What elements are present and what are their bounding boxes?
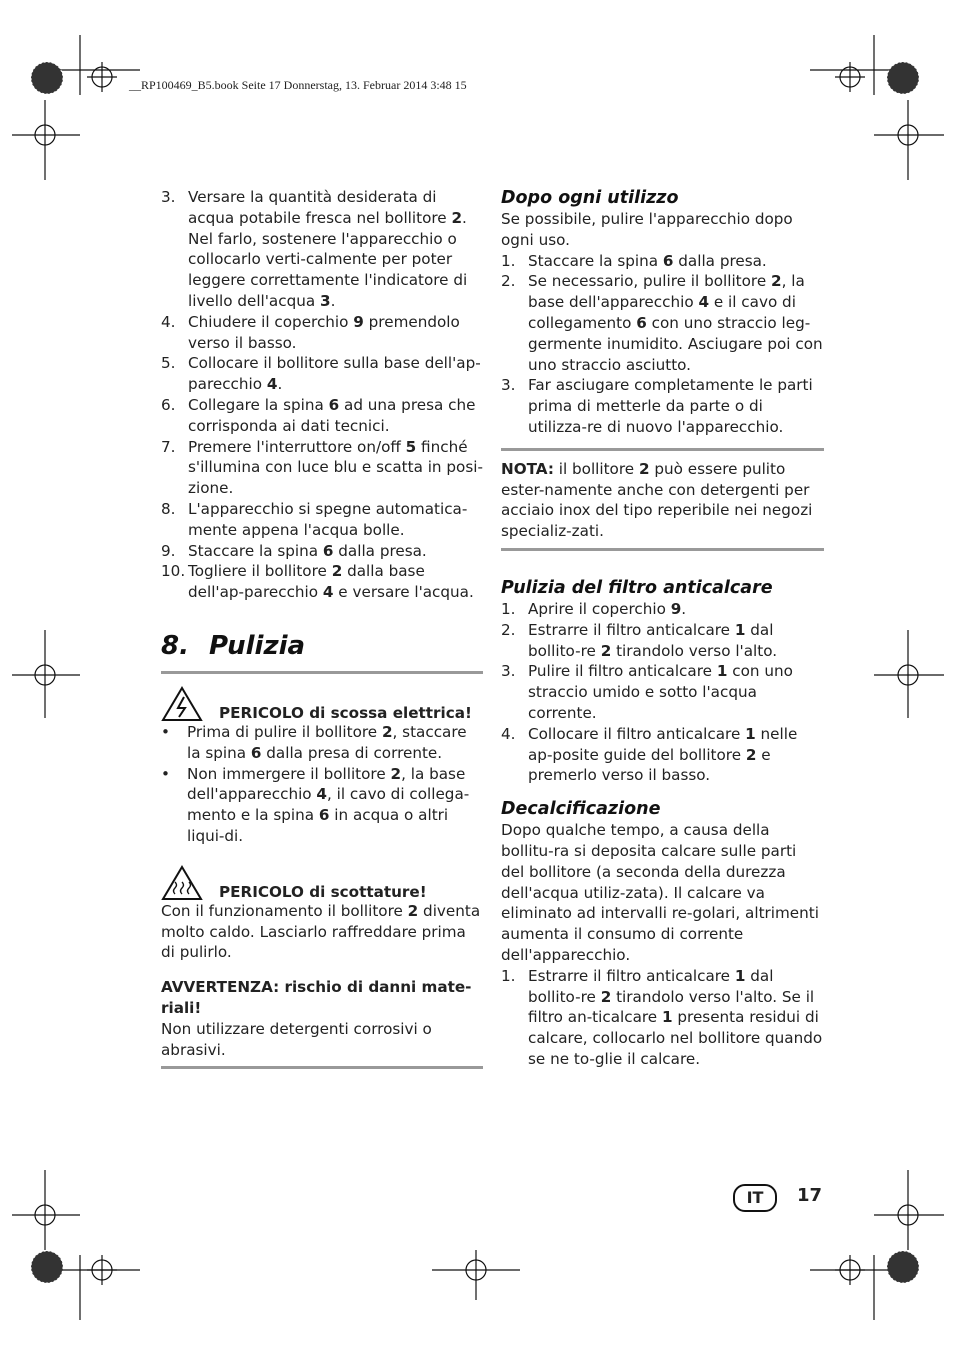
step-item: [161, 437, 483, 499]
section-number: 8.: [161, 630, 189, 661]
caution-title: AVVERTENZA: rischio di danni mate-riali!: [161, 978, 472, 1017]
language-badge: IT: [733, 1184, 777, 1212]
step-item: [501, 271, 824, 375]
bullet-item: • Non immergere il bollitore 2, la base dell'apparecchio 4, il cavo di collega-mento e la spina 6 in acqua o altri liqui-di.: [161, 764, 483, 847]
step-item: [161, 187, 483, 312]
step-item: [501, 620, 824, 662]
step-number: 5.: [161, 354, 176, 373]
warning-title: PERICOLO di scossa elettrica!: [219, 703, 472, 722]
note-rule-top: [501, 448, 824, 451]
step-text: Togliere il bollitore 2 dalla base dell'ap-parecchio 4 e versare l'acqua.: [188, 562, 474, 602]
step-number: 2.: [501, 620, 516, 639]
note-rule-bottom: [501, 548, 824, 551]
step-item: [161, 353, 483, 395]
step-text: Estrarre il filtro anticalcare 1 dal bollito-re 2 tirandolo verso l'alto.: [528, 620, 778, 660]
page-number: 17: [797, 1185, 823, 1206]
descale-intro: Dopo qualche tempo, a causa della bollitu-ra si deposita calcare sulle parti del bollitore (a seconda della durezza dell'acqua utiliz-zata). Il calcare va eliminato ad intervalli re-golari, altrimenti aumenta il consumo di corrente dell'apparecchio.: [501, 821, 819, 964]
step-text: Collegare la spina 6 ad una presa che corrisponda ai dati tecnici.: [188, 395, 476, 435]
step-item: [501, 375, 824, 437]
step-number: 3.: [501, 662, 516, 681]
step-number: 3.: [501, 376, 516, 395]
step-text: Pulire il filtro anticalcare 1 con uno straccio umido e sotto l'acqua corrente.: [528, 662, 793, 722]
step-text: Far asciugare completamente le parti prima di metterle da parte o di utilizza-re di nuovo l'apparecchio.: [528, 376, 813, 436]
bullet-item: • Prima di pulire il bollitore 2, staccare la spina 6 dalla presa di corrente.: [161, 722, 483, 764]
step-number: 4.: [501, 724, 516, 743]
step-text: Collocare il bollitore sulla base dell'ap-parecchio 4.: [188, 354, 481, 394]
print-header: __RP100469_B5.book Seite 17 Donnerstag, 13. Februar 2014 3:48 15: [129, 78, 467, 92]
step-number: 10.: [161, 562, 186, 581]
section-heading: [161, 629, 483, 663]
step-text: Staccare la spina 6 dalla presa.: [188, 541, 427, 560]
hot-surface-icon: [161, 865, 203, 901]
descale-heading: Decalcificazione: [501, 799, 661, 820]
operation-steps-list: [161, 187, 483, 603]
step-item: [501, 724, 824, 786]
step-number: 1.: [501, 966, 516, 985]
filter-steps: [501, 599, 824, 786]
warning-bullets: [161, 722, 483, 847]
step-number: 8.: [161, 499, 176, 518]
step-item: [161, 561, 483, 603]
warning-electric-shock: [161, 686, 483, 722]
step-number: 6.: [161, 395, 176, 414]
warning-title: PERICOLO di scottature!: [219, 882, 427, 901]
step-number: 1.: [501, 251, 516, 270]
step-number: 4.: [161, 312, 176, 331]
step-item: [161, 312, 483, 354]
section-rule: [161, 1066, 483, 1069]
step-item: [161, 541, 483, 562]
step-text: Chiudere il coperchio 9 premendolo verso il basso.: [188, 312, 460, 352]
descale-steps: [501, 966, 824, 1070]
step-item: [501, 599, 824, 620]
step-item: [501, 661, 824, 723]
step-text: Premere l'interruttore on/off 5 finché s'illumina con luce blu e scatta in posi-zione.: [188, 437, 483, 498]
left-column: [161, 187, 483, 1069]
after-use-intro: Se possibile, pulire l'apparecchio dopo ogni uso.: [501, 210, 793, 249]
step-text: Estrarre il filtro anticalcare 1 dal bollito-re 2 tirandolo verso l'alto. Se il filtro an-ticalcare 1 presenta residui di calcare, collocarlo nel bollitore quando se ne to-glie il calcare.: [528, 966, 823, 1068]
section-title: Pulizia: [209, 630, 306, 661]
after-use-steps: [501, 251, 824, 438]
step-text: Staccare la spina 6 dalla presa.: [528, 251, 767, 270]
step-item: [501, 966, 824, 1070]
step-text: Se necessario, pulire il bollitore 2, la base dell'apparecchio 4 e il cavo di collegamento 6 con uno straccio leg-germente inumidito. Asciugare poi con uno straccio asciutto.: [528, 272, 823, 374]
step-text: Collocare il filtro anticalcare 1 nelle ap-posite guide del bollitore 2 e premerlo verso il basso.: [528, 724, 798, 785]
section-rule: [161, 671, 483, 674]
after-use-heading: Dopo ogni utilizzo: [501, 188, 679, 208]
step-text: Versare la quantità desiderata di acqua potabile fresca nel bollitore 2. Nel farlo, sostenere l'apparecchio o collocarlo verti-calmente per poter leggere correttamente l'indicatore di livello dell'acqua 3.: [188, 188, 468, 310]
electric-hazard-icon: [161, 686, 203, 722]
step-item: [161, 499, 483, 541]
step-text: L'apparecchio si spegne automatica-mente appena l'acqua bolle.: [188, 499, 468, 539]
warning-text: Con il funzionamento il bollitore 2 diventa molto caldo. Lasciarlo raffreddare prima di pulirlo.: [161, 901, 481, 962]
right-column: [501, 187, 824, 1070]
step-text: Aprire il coperchio 9.: [528, 599, 687, 618]
step-number: 1.: [501, 599, 516, 618]
warning-burn: [161, 865, 483, 901]
step-number: 3.: [161, 188, 176, 206]
step-number: 7.: [161, 437, 176, 456]
step-number: 9.: [161, 541, 176, 560]
step-item: [161, 395, 483, 437]
step-number: 2.: [501, 272, 516, 291]
step-item: [501, 251, 824, 272]
note-text: NOTA: il bollitore 2 può essere pulito ester-namente anche con detergenti per acciaio inox del tipo reperibile nei negozi specializ-zati.: [501, 459, 813, 541]
caution-text: Non utilizzare detergenti corrosivi o abrasivi.: [161, 1019, 432, 1059]
filter-heading: Pulizia del filtro anticalcare: [501, 577, 773, 598]
